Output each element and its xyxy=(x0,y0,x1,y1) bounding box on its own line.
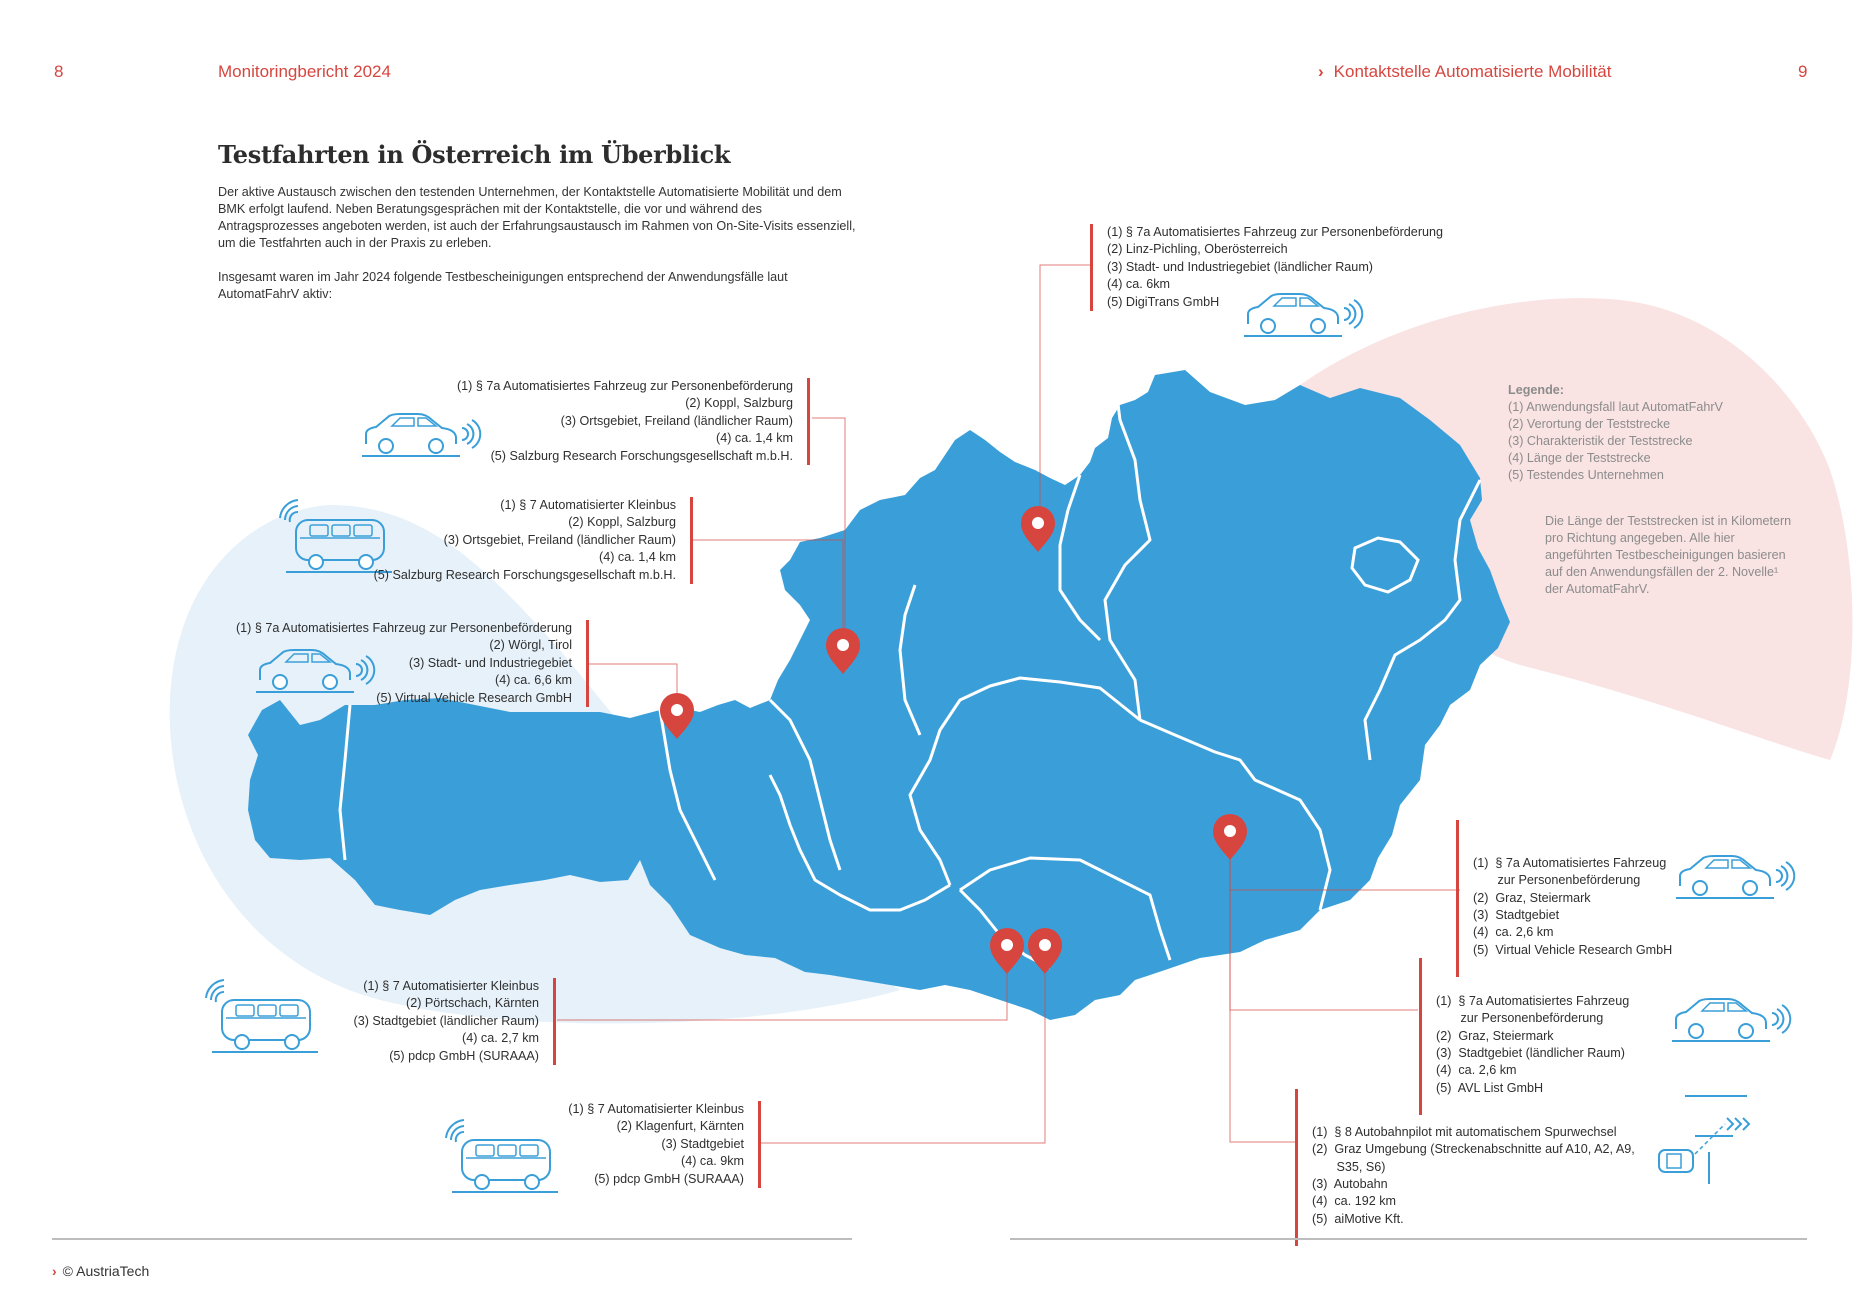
chevron-right-icon: › xyxy=(52,1263,57,1279)
test-callout-linz: (1) § 7a Automatisiertes Fahrzeug zur Personenbeförderung (2) Linz-Pichling, Oberösterreich (3) Stadt- und Industriegebiet (ländlicher Raum) (4) ca. 6km (5) DigiTrans GmbH xyxy=(1090,224,1443,311)
page-number-right: 9 xyxy=(1798,62,1808,81)
highway-car-icon xyxy=(1659,1096,1749,1184)
intro-paragraph-1: Der aktive Austausch zwischen den testenden Unternehmen, der Kontaktstelle Automatisierte Mobilität und dem BMK erfolgt laufend. Neben Beratungsgesprächen mit der Kontaktstelle, die vor und während des Antragsprozesses angeboten werden, ist auch der Erfahrungsaustausch im Rahmen von On-Site-Visits essenziell, um die Testfahrten auch in der Praxis zu erleben. xyxy=(218,185,856,250)
test-callout-graz-avl: (1) § 7a Automatisiertes Fahrzeug zur Personenbeförderung (2) Graz, Steiermark (3) Stadtgebiet (ländlicher Raum) (4) ca. 2,6 km (5) AVL List GmbH xyxy=(1419,958,1629,1115)
test-callout-koppl-bus: (1) § 7 Automatisierter Kleinbus (2) Koppl, Salzburg (3) Ortsgebiet, Freiland (ländlicher Raum) (4) ca. 1,4 km (5) Salzburg Research Forschungsgesellschaft m.b.H. xyxy=(374,497,693,584)
legend-item: (5) Testendes Unternehmen xyxy=(1508,468,1664,482)
page-number-left: 8 xyxy=(54,62,64,81)
map-legend xyxy=(1508,382,1723,484)
test-callout-poertschach: (1) § 7 Automatisierter Kleinbus (2) Pörtschach, Kärnten (3) Stadtgebiet (ländlicher Raum) (4) ca. 2,7 km (5) pdcp GmbH (SURAAA) xyxy=(354,978,557,1065)
test-callout-koppl-car: (1) § 7a Automatisiertes Fahrzeug zur Personenbeförderung (2) Koppl, Salzburg (3) Ortsgebiet, Freiland (ländlicher Raum) (4) ca. 1,4 km (5) Salzburg Research Forschungsgesellschaft m.b.H. xyxy=(457,378,810,465)
legend-item: (3) Charakteristik der Teststrecke xyxy=(1508,434,1693,448)
bus-icon xyxy=(206,980,318,1052)
chevron-right-icon: › xyxy=(1318,62,1324,81)
legend-item: (2) Verortung der Teststrecke xyxy=(1508,417,1671,431)
bus-icon xyxy=(446,1120,558,1192)
legend-note: Die Länge der Teststrecken ist in Kilometern pro Richtung angegeben. Alle hier angeführten Testbescheinigungen basieren auf den Anwendungsfällen der 2. Novelle¹ der AutomatFahrV. xyxy=(1545,514,1792,596)
footer-rule-right xyxy=(1010,1238,1807,1240)
legend-item: (4) Länge der Teststrecke xyxy=(1508,451,1651,465)
intro-paragraph-2: Insgesamt waren im Jahr 2024 folgende Testbescheinigungen entsprechend der Anwendungsfälle laut AutomatFahrV aktiv: xyxy=(218,270,788,301)
legend-item: (1) Anwendungsfall laut AutomatFahrV xyxy=(1508,400,1723,414)
header-title-left: Monitoringbericht 2024 xyxy=(218,62,391,81)
page-title: Testfahrten in Österreich im Überblick xyxy=(218,140,731,169)
car-icon xyxy=(1672,999,1790,1041)
test-callout-woergl: (1) § 7a Automatisiertes Fahrzeug zur Personenbeförderung (2) Wörgl, Tirol (3) Stadt- und Industriegebiet (4) ca. 6,6 km (5) Virtual Vehicle Research GmbH xyxy=(236,620,589,707)
footer-rule-left xyxy=(52,1238,852,1240)
intro-text xyxy=(218,184,858,320)
header-title-right: › Kontaktstelle Automatisierte Mobilität xyxy=(1318,62,1612,81)
footer-copyright: › © AustriaTech xyxy=(52,1263,150,1279)
test-callout-graz-vv: (1) § 7a Automatisiertes Fahrzeug zur Personenbeförderung (2) Graz, Steiermark (3) Stadtgebiet (4) ca. 2,6 km (5) Virtual Vehicle Research GmbH xyxy=(1456,820,1672,977)
test-callout-klagenfurt: (1) § 7 Automatisierter Kleinbus (2) Klagenfurt, Kärnten (3) Stadtgebiet (4) ca. 9km (5) pdcp GmbH (SURAAA) xyxy=(568,1101,761,1188)
car-icon xyxy=(1676,856,1794,898)
test-callout-graz-autobahn: (1) § 8 Autobahnpilot mit automatischem Spurwechsel (2) Graz Umgebung (Streckenabschnitte auf A10, A2, A9, S35, S6) (3) Autobahn (4) ca. 192 km (5) aiMotive Kft. xyxy=(1295,1089,1635,1246)
legend-heading: Legende: xyxy=(1508,383,1564,397)
